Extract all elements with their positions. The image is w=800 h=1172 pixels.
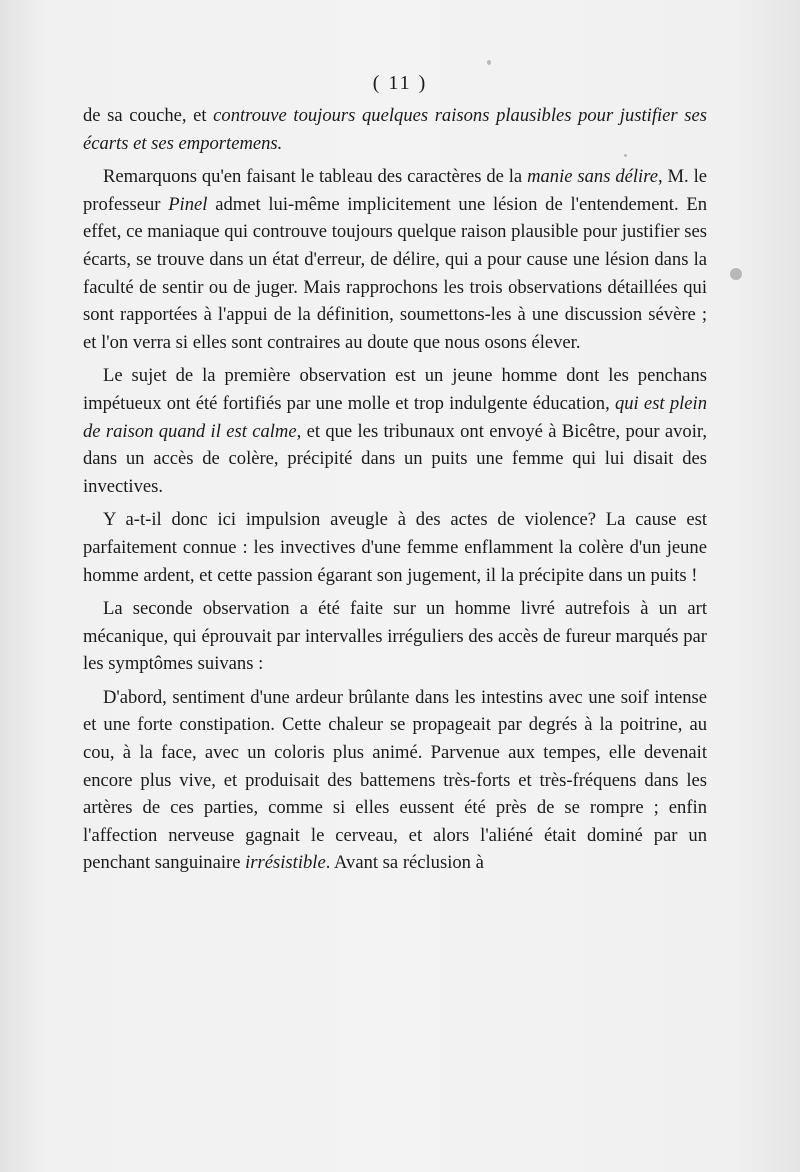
scan-speck (624, 154, 627, 157)
italic-text: manie sans délire (527, 166, 658, 188)
body-text (83, 102, 707, 877)
paragraph-continuation (83, 102, 707, 157)
paragraph-seconde-observation (83, 595, 707, 678)
paragraph-symptomes (83, 684, 707, 877)
text-run: admet lui-même implicitement une lésion de l'entendement. En effet, ce maniaque qui controuve toujours quelque raison plausible pour justifier ses écarts, se trouve dans un état d'erreur, de délire, qui a pour cause une lésion dans la faculté de sentir ou de juger. Mais rapprochons les trois observations détaillées qui sont rapportées à l'appui de la définition, soumettons-les à une discussion sévère ; et l'on verra si elles sont contraires au doute que nous osons élever. (83, 193, 707, 353)
italic-text: controuve toujours quelques raisons plausibles pour justifier ses écarts et ses emportemens. (83, 105, 707, 154)
paragraph-premiere-observation (83, 362, 707, 500)
text-run: , et que les tribunaux ont envoyé à Bicêtre, pour avoir, dans un accès de colère, précipité dans un puits une femme qui lui disait des invectives. (83, 420, 707, 497)
text-run: D'abord, sentiment d'une ardeur brûlante dans les intestins avec une soif intense et une forte constipation. Cette chaleur se propageait par degrés à la poitrine, au cou, à la face, avec un coloris plus animé. Parvenue aux tempes, elle devenait encore plus vive, et produisait des battemens très-forts et très-fréquens dans les artères de ces parties, comme si elles eussent été près de se rompre ; enfin l'affection nerveuse gagnait le cerveau, et alors l'aliéné était dominé par un penchant sanguinaire (83, 686, 707, 874)
scan-speck (730, 268, 742, 280)
scan-speck (487, 60, 491, 65)
text-run: de sa couche, et (83, 105, 214, 126)
text-run: Le sujet de la première observation est un jeune homme dont les penchans impétueux ont été fortifiés par une molle et trop indulgente éducation, (83, 365, 707, 414)
text-run: Y a-t-il donc ici impulsion aveugle à des actes de violence? La cause est parfaitement connue : les invectives d'une femme enflamment la colère d'un jeune homme ardent, et cette passion égarant son jugement, il la précipite dans un puits ! (83, 509, 707, 586)
paragraph-impulsion (83, 506, 707, 589)
text-run: . Avant sa réclusion à (325, 852, 484, 874)
page-number: ( 11 ) (372, 72, 428, 94)
text-run: , M. le professeur (83, 166, 707, 215)
text-run: La seconde observation a été faite sur un homme livré autrefois à un art mécanique, qui éprouvait par intervalles irréguliers des accès de fureur marqués par les symptômes suivans : (83, 598, 707, 675)
text-run: Remarquons qu'en faisant le tableau des caractères de la (103, 166, 528, 188)
italic-text: irrésistible (245, 852, 326, 874)
italic-text: qui est plein de raison quand il est calme (83, 392, 707, 442)
paragraph-remarquons (83, 163, 707, 356)
italic-text: Pinel (168, 193, 208, 215)
